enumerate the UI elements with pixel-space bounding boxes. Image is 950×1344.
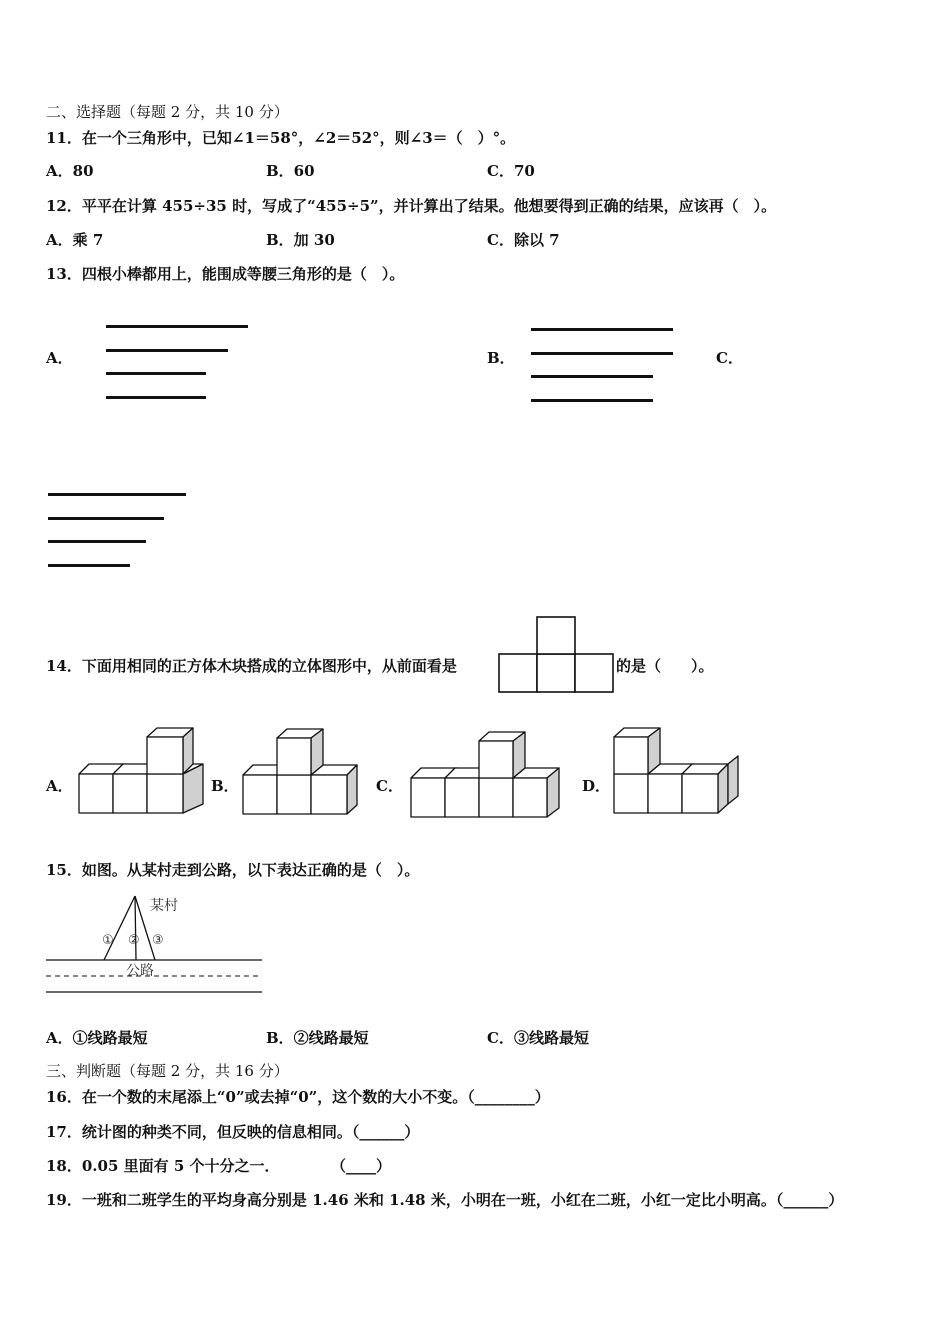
q12-option-a: A．乘 7 bbox=[46, 231, 104, 249]
question-16-stem: 16．在一个数的末尾添上“0”或去掉“0”，这个数的大小不变。（________） bbox=[46, 1088, 550, 1106]
q15-option-c: C．③线路最短 bbox=[487, 1029, 589, 1047]
question-13-stem: 13．四根小棒都用上，能围成等腰三角形的是（ ）。 bbox=[46, 265, 405, 283]
village-road-figure bbox=[46, 892, 268, 1002]
stick bbox=[531, 399, 653, 402]
q11-option-b: B．60 bbox=[266, 162, 315, 180]
q15-option-b: B．②线路最短 bbox=[266, 1029, 369, 1047]
route-2-line bbox=[135, 896, 136, 960]
cube-figure-a bbox=[78, 727, 208, 817]
stick bbox=[106, 349, 228, 352]
stick bbox=[106, 325, 248, 328]
question-19-stem: 19．一班和二班学生的平均身高分别是 1.46 米和 1.48 米，小明在一班，小红在二班，小红一定比小明高。（______） bbox=[46, 1191, 844, 1209]
q12-option-c: C．除以 7 bbox=[487, 231, 560, 249]
question-14-stem-end: 的是（ ）。 bbox=[616, 657, 714, 675]
q14-option-a: A． bbox=[46, 777, 73, 795]
q13-option-a: A． bbox=[46, 349, 73, 367]
q12-option-b: B．加 30 bbox=[266, 231, 335, 249]
stick bbox=[48, 540, 146, 543]
q11-option-c: C．70 bbox=[487, 162, 535, 180]
route-2-label: ② bbox=[128, 933, 140, 948]
q13-option-b: B． bbox=[487, 349, 515, 367]
route-3-label: ③ bbox=[152, 933, 164, 948]
question-11-stem: 11．在一个三角形中，已知∠1＝58°，∠2＝52°，则∠3＝（ ）°。 bbox=[46, 129, 516, 147]
route-1-line bbox=[104, 896, 135, 960]
cube-figure-c bbox=[410, 731, 570, 821]
stick bbox=[48, 564, 130, 567]
question-17-stem: 17．统计图的种类不同，但反映的信息相同。（______） bbox=[46, 1123, 420, 1141]
stick bbox=[106, 396, 206, 399]
q15-option-a: A．①线路最短 bbox=[46, 1029, 148, 1047]
front-view-figure bbox=[498, 616, 616, 694]
question-12-stem: 12．平平在计算 455÷35 时，写成了“455÷5”，并计算出了结果。他想要得到正确的结果，应该再（ ）。 bbox=[46, 197, 777, 215]
route-1-label: ① bbox=[102, 933, 114, 948]
stick bbox=[48, 517, 164, 520]
stick bbox=[531, 352, 673, 355]
road-label: 公路 bbox=[126, 963, 154, 979]
q14-option-c: C． bbox=[376, 777, 403, 795]
stick bbox=[531, 328, 673, 331]
section-heading: 三、判断题（每题 2 分，共 16 分） bbox=[46, 1062, 289, 1080]
q14-option-b: B． bbox=[211, 777, 239, 795]
stick bbox=[106, 372, 206, 375]
question-14-stem: 14．下面用相同的正方体木块搭成的立体图形中，从前面看是 bbox=[46, 657, 457, 675]
q14-option-d: D． bbox=[582, 777, 611, 795]
question-18-stem: 18．0.05 里面有 5 个十分之一． bbox=[46, 1157, 280, 1175]
question-18-blank: （____） bbox=[331, 1157, 392, 1175]
q11-option-a: A．80 bbox=[46, 162, 94, 180]
section-heading: 二、选择题（每题 2 分，共 10 分） bbox=[46, 103, 289, 121]
cube-figure-d bbox=[613, 727, 743, 817]
village-label: 某村 bbox=[150, 898, 178, 914]
cube-figure-b bbox=[242, 728, 372, 818]
q13-option-c: C． bbox=[716, 349, 743, 367]
stick bbox=[531, 375, 653, 378]
stick bbox=[48, 493, 186, 496]
question-15-stem: 15．如图。从某村走到公路，以下表达正确的是（ ）。 bbox=[46, 861, 420, 879]
